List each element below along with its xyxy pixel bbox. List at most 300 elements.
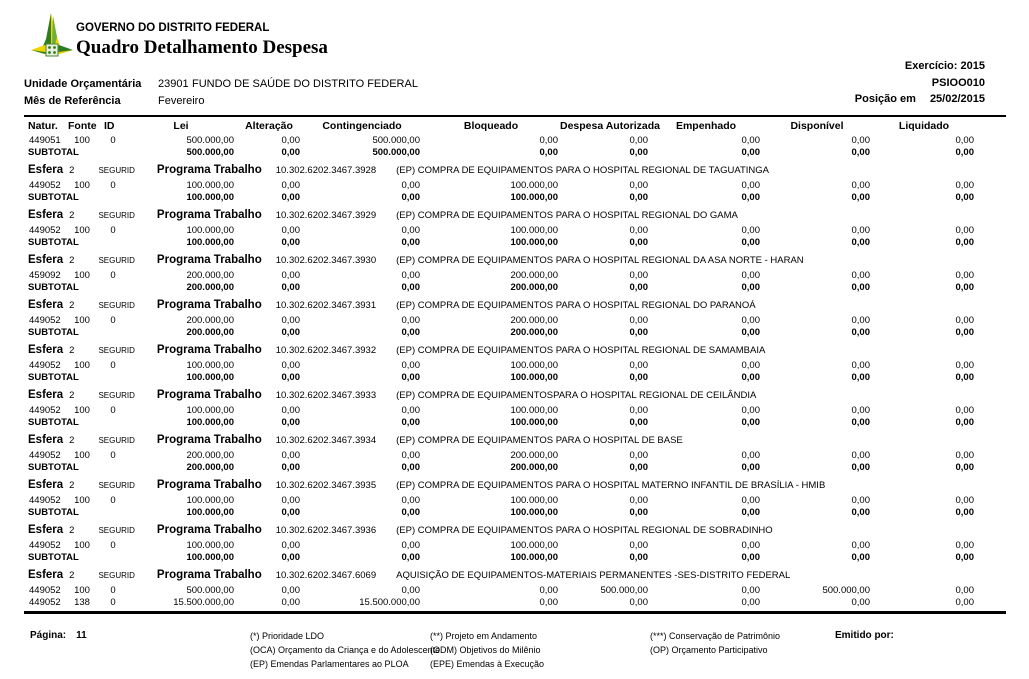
esfera-label: Esfera [28, 164, 64, 176]
cell-value-8: 0,00 [955, 315, 974, 326]
cell-value-6: 0,00 [741, 551, 760, 563]
cell-value-2: 0,00 [281, 450, 300, 461]
cell-value-7: 0,00 [851, 360, 870, 371]
column-header-3: ID [104, 120, 115, 132]
cell-fonte: 100 [74, 135, 90, 146]
cell-value-6: 0,00 [741, 180, 760, 191]
cell-value-4: 100.000,00 [510, 191, 558, 203]
cell-natur: 459092 [29, 270, 61, 281]
cell-value-6: 0,00 [741, 225, 760, 236]
cell-natur: 449052 [29, 360, 61, 371]
subtotal-row [24, 552, 980, 564]
cell-value-1: 200.000,00 [186, 461, 234, 473]
unidade-orcamentaria-line [24, 78, 418, 90]
cell-value-8: 0,00 [955, 225, 974, 236]
cell-value-6: 0,00 [741, 506, 760, 518]
cell-value-2: 0,00 [281, 461, 300, 473]
cell-value-2: 0,00 [281, 495, 300, 506]
programa-trabalho-desc: (EP) COMPRA DE EQUIPAMENTOSPARA O HOSPITAL REGIONAL DE CEILÂNDIA [396, 390, 757, 401]
cell-value-8: 0,00 [955, 416, 974, 428]
table-row [24, 450, 980, 462]
cell-value-8: 0,00 [955, 180, 974, 191]
cell-value-6: 0,00 [741, 236, 760, 248]
cell-value-4: 200.000,00 [510, 281, 558, 293]
esfera-label: Esfera [28, 209, 64, 221]
cell-value-4: 100.000,00 [510, 180, 558, 191]
subtotal-row [24, 237, 980, 249]
cell-value-4: 100.000,00 [510, 225, 558, 236]
cell-value-6: 0,00 [741, 191, 760, 203]
mes-label: Mês de Referência [24, 95, 121, 107]
cell-natur: 449052 [29, 585, 61, 596]
esfera-value: 2 [69, 255, 75, 266]
unidade-name: FUNDO DE SAÚDE DO DISTRITO FEDERAL [192, 78, 418, 90]
cell-value-5: 0,00 [629, 326, 648, 338]
subtotal-label: SUBTOTAL [28, 506, 79, 518]
cell-value-7: 0,00 [851, 416, 870, 428]
cell-id: 0 [110, 596, 116, 608]
esfera-row [24, 248, 1006, 270]
cell-value-3: 0,00 [401, 191, 420, 203]
subtotal-label: SUBTOTAL [28, 236, 79, 248]
cell-value-7: 0,00 [851, 270, 870, 281]
programa-trabalho-label: Programa Trabalho [156, 569, 262, 581]
esfera-label: Esfera [28, 299, 64, 311]
cell-value-5: 0,00 [629, 450, 648, 461]
cell-value-7: 0,00 [851, 236, 870, 248]
subtotal-row [24, 192, 980, 204]
legend-item: (***) Conservação de Patrimônio [650, 631, 781, 641]
legend-col-3 [650, 629, 780, 657]
seguridade-label: SEGURID [98, 256, 135, 265]
cell-value-5: 0,00 [629, 146, 648, 158]
report-title: Quadro Detalhamento Despesa [76, 37, 328, 58]
cell-value-6: 0,00 [741, 450, 760, 461]
programa-trabalho-code: 10.302.6202.3467.3931 [275, 300, 377, 311]
column-header-7: Bloqueado [463, 120, 519, 132]
programa-trabalho-label: Programa Trabalho [156, 344, 262, 356]
cell-value-6: 0,00 [741, 146, 760, 158]
cell-fonte: 100 [74, 315, 90, 326]
esfera-label: Esfera [28, 569, 64, 581]
cell-value-3: 0,00 [401, 371, 420, 383]
table-row [24, 180, 980, 192]
legend-item: (EPE) Emendas à Execução [430, 659, 545, 669]
cell-value-1: 15.500.000,00 [173, 596, 234, 608]
cell-value-2: 0,00 [281, 540, 300, 551]
subtotal-row [24, 327, 980, 339]
cell-value-2: 0,00 [281, 270, 300, 281]
cell-value-3: 0,00 [401, 180, 420, 191]
posicao-label: Posição em [854, 93, 916, 105]
cell-value-1: 100.000,00 [186, 495, 234, 506]
subtotal-row [24, 147, 980, 159]
seguridade-label: SEGURID [98, 526, 135, 535]
cell-value-1: 200.000,00 [186, 450, 234, 461]
seguridade-label: SEGURID [98, 571, 135, 580]
subtotal-label: SUBTOTAL [28, 461, 79, 473]
cell-fonte: 100 [74, 270, 90, 281]
programa-trabalho-desc: (EP) COMPRA DE EQUIPAMENTOS PARA O HOSPITAL MATERNO INFANTIL DE BRASÍLIA - HMIB [396, 480, 826, 491]
esfera-row [24, 518, 1006, 540]
cell-natur: 449052 [29, 180, 61, 191]
report-code: PSIOO010 [931, 76, 985, 89]
cell-fonte: 138 [74, 596, 90, 608]
unidade-label: Unidade Orçamentária [24, 78, 142, 90]
cell-value-1: 100.000,00 [186, 371, 234, 383]
programa-trabalho-code: 10.302.6202.3467.3934 [275, 435, 377, 446]
subtotal-row [24, 417, 980, 429]
cell-value-2: 0,00 [281, 281, 300, 293]
table-row [24, 495, 980, 507]
subtotal-row [24, 372, 980, 384]
cell-value-5: 0,00 [629, 506, 648, 518]
programa-trabalho-code: 10.302.6202.3467.3936 [275, 525, 377, 536]
cell-value-1: 100.000,00 [186, 416, 234, 428]
cell-value-2: 0,00 [281, 180, 300, 191]
esfera-label: Esfera [28, 524, 64, 536]
cell-value-4: 0,00 [539, 596, 558, 608]
cell-value-3: 0,00 [401, 326, 420, 338]
cell-value-3: 0,00 [401, 236, 420, 248]
page-footer [24, 629, 1006, 675]
cell-natur: 449052 [29, 450, 61, 461]
programa-trabalho-desc: (EP) COMPRA DE EQUIPAMENTOS PARA O HOSPITAL REGIONAL DE SOBRADINHO [396, 525, 773, 536]
programa-trabalho-code: 10.302.6202.3467.3930 [275, 255, 377, 266]
cell-value-6: 0,00 [741, 371, 760, 383]
esfera-row [24, 338, 1006, 360]
cell-value-4: 100.000,00 [510, 416, 558, 428]
cell-value-3: 500.000,00 [372, 135, 420, 146]
cell-fonte: 100 [74, 360, 90, 371]
cell-value-4: 100.000,00 [510, 236, 558, 248]
programa-trabalho-desc: (EP) COMPRA DE EQUIPAMENTOS PARA O HOSPITAL DE BASE [396, 435, 683, 446]
emitido-por-label: Emitido por: [835, 630, 894, 641]
cell-value-8: 0,00 [955, 585, 974, 596]
esfera-value: 2 [69, 390, 75, 401]
esfera-row [24, 203, 1006, 225]
cell-value-8: 0,00 [955, 146, 974, 158]
subtotal-label: SUBTOTAL [28, 191, 79, 203]
cell-value-6: 0,00 [741, 135, 760, 146]
cell-value-1: 100.000,00 [186, 360, 234, 371]
cell-value-3: 0,00 [401, 540, 420, 551]
page-label: Página: [30, 630, 67, 641]
cell-value-1: 100.000,00 [186, 225, 234, 236]
legend-item: (OP) Orçamento Participativo [650, 645, 768, 655]
seguridade-label: SEGURID [98, 211, 135, 220]
cell-value-8: 0,00 [955, 405, 974, 416]
programa-trabalho-code: 10.302.6202.3467.3932 [275, 345, 377, 356]
seguridade-label: SEGURID [98, 481, 135, 490]
subtotal-label: SUBTOTAL [28, 146, 79, 158]
unidade-code: 23901 [158, 78, 189, 90]
cell-value-1: 100.000,00 [186, 236, 234, 248]
esfera-row [24, 383, 1006, 405]
legend-col-2 [430, 629, 544, 671]
esfera-row [24, 158, 1006, 180]
column-header-4: Lei [173, 120, 189, 132]
cell-value-8: 0,00 [955, 135, 974, 146]
cell-value-8: 0,00 [955, 461, 974, 473]
cell-id: 0 [110, 405, 116, 416]
table-bottom-rule [24, 611, 1006, 614]
cell-value-2: 0,00 [281, 405, 300, 416]
cell-id: 0 [110, 360, 116, 371]
cell-value-8: 0,00 [955, 270, 974, 281]
cell-value-8: 0,00 [955, 540, 974, 551]
programa-trabalho-desc: (EP) COMPRA DE EQUIPAMENTOS PARA O HOSPITAL REGIONAL DE SAMAMBAIA [396, 345, 766, 356]
cell-value-4: 200.000,00 [510, 326, 558, 338]
esfera-value: 2 [69, 435, 75, 446]
table-row [24, 405, 980, 417]
cell-value-4: 100.000,00 [510, 495, 558, 506]
posicao-line [855, 91, 985, 108]
programa-trabalho-desc: (EP) COMPRA DE EQUIPAMENTOS PARA O HOSPITAL REGIONAL DE TAGUATINGA [396, 165, 769, 176]
esfera-label: Esfera [28, 479, 64, 491]
cell-value-1: 100.000,00 [186, 506, 234, 518]
programa-trabalho-desc: AQUISIÇÃO DE EQUIPAMENTOS-MATERIAIS PERMANENTES -SES-DISTRITO FEDERAL [396, 570, 791, 581]
cell-value-4: 100.000,00 [510, 405, 558, 416]
cell-value-2: 0,00 [281, 225, 300, 236]
cell-value-5: 0,00 [629, 495, 648, 506]
cell-value-7: 0,00 [851, 551, 870, 563]
gdf-logo-svg [30, 12, 74, 62]
table-body [24, 135, 1006, 608]
cell-value-8: 0,00 [955, 360, 974, 371]
cell-value-3: 0,00 [401, 551, 420, 563]
cell-value-5: 0,00 [629, 225, 648, 236]
subtotal-label: SUBTOTAL [28, 416, 79, 428]
legend-item: (**) Projeto em Andamento [430, 631, 538, 641]
cell-value-3: 500.000,00 [372, 146, 420, 158]
esfera-value: 2 [69, 570, 75, 581]
programa-trabalho-desc: (EP) COMPRA DE EQUIPAMENTOS PARA O HOSPITAL REGIONAL DO PARANOÁ [396, 300, 756, 311]
programa-trabalho-label: Programa Trabalho [156, 524, 262, 536]
subtotal-row [24, 282, 980, 294]
cell-value-3: 0,00 [401, 360, 420, 371]
cell-value-7: 0,00 [851, 191, 870, 203]
seguridade-label: SEGURID [98, 436, 135, 445]
cell-value-2: 0,00 [281, 315, 300, 326]
government-name: GOVERNO DO DISTRITO FEDERAL [76, 22, 270, 34]
table-row [24, 225, 980, 237]
cell-value-5: 500.000,00 [600, 585, 648, 596]
cell-natur: 449052 [29, 315, 61, 326]
esfera-row [24, 293, 1006, 315]
cell-value-1: 500.000,00 [186, 585, 234, 596]
column-header-5: Alteração [245, 120, 293, 132]
cell-value-2: 0,00 [281, 146, 300, 158]
expense-table [24, 115, 1006, 614]
cell-id: 0 [110, 585, 116, 596]
cell-natur: 449052 [29, 495, 61, 506]
cell-value-1: 100.000,00 [186, 191, 234, 203]
cell-value-3: 0,00 [401, 416, 420, 428]
seguridade-label: SEGURID [98, 301, 135, 310]
programa-trabalho-label: Programa Trabalho [156, 164, 262, 176]
legend-item: (EP) Emendas Parlamentares ao PLOA [250, 659, 409, 669]
cell-value-7: 0,00 [851, 506, 870, 518]
cell-value-6: 0,00 [741, 360, 760, 371]
cell-value-1: 200.000,00 [186, 270, 234, 281]
table-row [24, 540, 980, 552]
cell-value-3: 0,00 [401, 495, 420, 506]
cell-value-5: 0,00 [629, 371, 648, 383]
esfera-value: 2 [69, 480, 75, 491]
cell-value-6: 0,00 [741, 585, 760, 596]
cell-value-4: 200.000,00 [510, 450, 558, 461]
cell-natur: 449052 [29, 596, 61, 608]
cell-value-7: 0,00 [851, 281, 870, 293]
programa-trabalho-label: Programa Trabalho [156, 389, 262, 401]
cell-value-3: 0,00 [401, 585, 420, 596]
cell-value-6: 0,00 [741, 315, 760, 326]
subtotal-label: SUBTOTAL [28, 326, 79, 338]
cell-value-1: 200.000,00 [186, 281, 234, 293]
cell-value-7: 0,00 [851, 146, 870, 158]
seguridade-label: SEGURID [98, 346, 135, 355]
cell-value-7: 0,00 [851, 225, 870, 236]
cell-value-6: 0,00 [741, 416, 760, 428]
cell-value-2: 0,00 [281, 371, 300, 383]
cell-value-5: 0,00 [629, 540, 648, 551]
cell-value-5: 0,00 [629, 416, 648, 428]
esfera-value: 2 [69, 210, 75, 221]
cell-value-4: 100.000,00 [510, 551, 558, 563]
esfera-value: 2 [69, 300, 75, 311]
cell-value-1: 500.000,00 [186, 135, 234, 146]
cell-value-3: 0,00 [401, 506, 420, 518]
programa-trabalho-label: Programa Trabalho [156, 299, 262, 311]
cell-value-3: 15.500.000,00 [359, 596, 420, 608]
cell-value-8: 0,00 [955, 596, 974, 608]
cell-value-7: 0,00 [851, 450, 870, 461]
cell-value-5: 0,00 [629, 360, 648, 371]
cell-value-5: 0,00 [629, 405, 648, 416]
column-header-10: Disponível [790, 120, 844, 132]
esfera-value: 2 [69, 165, 75, 176]
cell-value-1: 200.000,00 [186, 326, 234, 338]
subtotal-row [24, 462, 980, 474]
programa-trabalho-code: 10.302.6202.3467.3928 [275, 165, 377, 176]
column-header-2: Fonte [68, 120, 97, 132]
cell-value-5: 0,00 [629, 135, 648, 146]
cell-value-2: 0,00 [281, 326, 300, 338]
cell-id: 0 [110, 225, 116, 236]
exercicio-value: 2015 [960, 60, 985, 72]
cell-value-2: 0,00 [281, 551, 300, 563]
cell-value-5: 0,00 [629, 461, 648, 473]
page-value: 11 [76, 630, 87, 641]
cell-value-1: 100.000,00 [186, 540, 234, 551]
cell-value-6: 0,00 [741, 405, 760, 416]
exercicio-line [855, 58, 985, 75]
subtotal-label: SUBTOTAL [28, 281, 79, 293]
cell-value-4: 200.000,00 [510, 315, 558, 326]
report-info-block [855, 58, 985, 108]
cell-value-7: 0,00 [851, 371, 870, 383]
cell-id: 0 [110, 450, 116, 461]
esfera-label: Esfera [28, 344, 64, 356]
cell-fonte: 100 [74, 225, 90, 236]
programa-trabalho-code: 10.302.6202.3467.3935 [275, 480, 377, 491]
column-header-6: Contingenciado [322, 120, 402, 132]
mes-referencia-line [24, 95, 204, 107]
legend-col-1 [250, 629, 440, 671]
cell-value-3: 0,00 [401, 225, 420, 236]
subtotal-row [24, 507, 980, 519]
cell-value-6: 0,00 [741, 270, 760, 281]
cell-value-5: 0,00 [629, 180, 648, 191]
legend-item: (*) Prioridade LDO [250, 631, 325, 641]
cell-value-4: 0,00 [539, 135, 558, 146]
cell-value-7: 0,00 [851, 495, 870, 506]
cell-value-4: 200.000,00 [510, 270, 558, 281]
table-row [24, 597, 980, 609]
cell-value-3: 0,00 [401, 315, 420, 326]
cell-value-2: 0,00 [281, 135, 300, 146]
cell-value-6: 0,00 [741, 281, 760, 293]
cell-id: 0 [110, 270, 116, 281]
esfera-label: Esfera [28, 389, 64, 401]
cell-value-7: 0,00 [851, 315, 870, 326]
esfera-row [24, 563, 1006, 585]
cell-value-4: 0,00 [539, 146, 558, 158]
programa-trabalho-code: 10.302.6202.3467.3933 [275, 390, 377, 401]
cell-fonte: 100 [74, 405, 90, 416]
cell-value-5: 0,00 [629, 191, 648, 203]
cell-value-7: 0,00 [851, 180, 870, 191]
programa-trabalho-desc: (EP) COMPRA DE EQUIPAMENTOS PARA O HOSPITAL REGIONAL DO GAMA [396, 210, 738, 221]
exercicio-label: Exercício: [904, 60, 958, 72]
esfera-row [24, 473, 1006, 495]
cell-value-3: 0,00 [401, 281, 420, 293]
table-row [24, 135, 980, 147]
cell-value-7: 0,00 [851, 405, 870, 416]
cell-id: 0 [110, 135, 116, 146]
cell-value-8: 0,00 [955, 551, 974, 563]
cell-value-7: 0,00 [851, 540, 870, 551]
programa-trabalho-label: Programa Trabalho [156, 479, 262, 491]
cell-value-8: 0,00 [955, 450, 974, 461]
table-row [24, 360, 980, 372]
cell-id: 0 [110, 180, 116, 191]
posicao-value: 25/02/2015 [929, 93, 985, 105]
cell-value-2: 0,00 [281, 191, 300, 203]
programa-trabalho-desc: (EP) COMPRA DE EQUIPAMENTOS PARA O HOSPITAL REGIONAL DA ASA NORTE - HARAN [396, 255, 804, 266]
column-header-8: Despesa Autorizada [560, 120, 660, 132]
esfera-label: Esfera [28, 434, 64, 446]
table-row [24, 315, 980, 327]
cell-value-4: 200.000,00 [510, 461, 558, 473]
cell-value-2: 0,00 [281, 416, 300, 428]
cell-fonte: 100 [74, 585, 90, 596]
cell-id: 0 [110, 315, 116, 326]
cell-value-4: 100.000,00 [510, 360, 558, 371]
cell-value-3: 0,00 [401, 270, 420, 281]
cell-natur: 449052 [29, 225, 61, 236]
esfera-value: 2 [69, 525, 75, 536]
programa-trabalho-label: Programa Trabalho [156, 254, 262, 266]
cell-value-5: 0,00 [629, 236, 648, 248]
cell-value-6: 0,00 [741, 326, 760, 338]
cell-value-5: 0,00 [629, 281, 648, 293]
cell-fonte: 100 [74, 495, 90, 506]
cell-value-3: 0,00 [401, 405, 420, 416]
cell-value-1: 100.000,00 [186, 551, 234, 563]
esfera-label: Esfera [28, 254, 64, 266]
